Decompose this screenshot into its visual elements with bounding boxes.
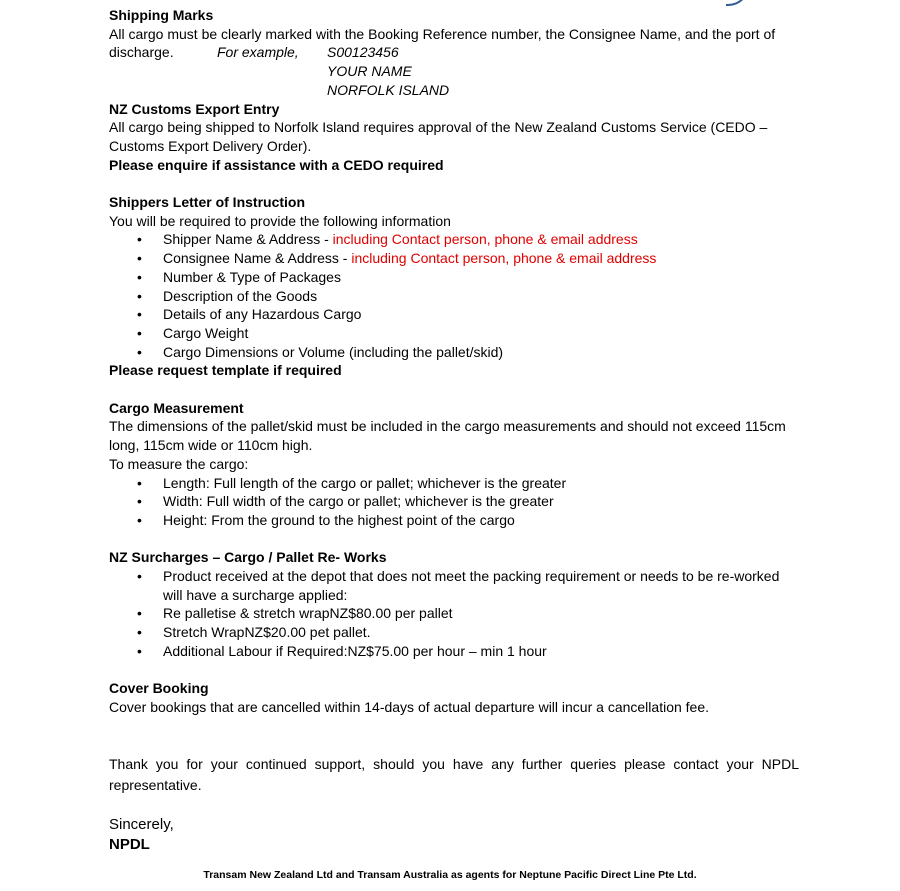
customs-line2: Customs Export Delivery Order).: [109, 137, 312, 154]
shipping-marks-line1: All cargo must be clearly marked with the Booking Reference number, the Consignee Name, and the port of: [109, 25, 776, 42]
sli-list: [109, 230, 799, 361]
list-item: • Width: Full width of the cargo or pallet; whichever is the greater: [109, 492, 799, 511]
customs-heading: NZ Customs Export Entry: [109, 100, 280, 117]
shipping-marks-example: [109, 43, 799, 62]
document-body: [109, 6, 799, 855]
fee-row: • Re palletise & stretch wrapNZ$80.00 per pallet: [109, 604, 799, 623]
example-booking-ref: S00123456: [327, 44, 399, 61]
signoff: NPDL: [109, 836, 150, 854]
list-item: • Consignee Name & Address - including Contact person, phone & email address: [109, 249, 799, 268]
list-item: • Length: Full length of the cargo or pallet; whichever is the greater: [109, 474, 799, 493]
list-item: • Description of the Goods: [109, 287, 799, 306]
list-item: • Cargo Weight: [109, 324, 799, 343]
list-item: • Height: From the ground to the highest point of the cargo: [109, 511, 799, 530]
cover-heading: Cover Booking: [109, 680, 209, 697]
measurement-line1: The dimensions of the pallet/skid must be included in the cargo measurements and should not exceed 115cm: [109, 418, 786, 435]
customs-line1: All cargo being shipped to Norfolk Island requires approval of the New Zealand Customs Service (CEDO –: [109, 119, 768, 136]
thanks-paragraph: [109, 754, 799, 796]
surcharges-list: [109, 567, 799, 661]
thanks-line1: Thank you for your continued support, should you have any further queries please contact your NPDL: [109, 756, 799, 773]
sli-note: Please request template if required: [109, 362, 342, 379]
measurement-list: [109, 474, 799, 530]
sli-intro: You will be required to provide the following information: [109, 212, 451, 229]
list-item: • Shipper Name & Address - including Contact person, phone & email address: [109, 230, 799, 249]
example-port: NORFOLK ISLAND: [327, 81, 450, 98]
customs-note: Please enquire if assistance with a CEDO required: [109, 156, 444, 173]
list-item: • Details of any Hazardous Cargo: [109, 305, 799, 324]
sli-heading: Shippers Letter of Instruction: [109, 194, 306, 211]
cover-text: Cover bookings that are cancelled within 14-days of actual departure will incur a cancellation fee.: [109, 698, 710, 715]
measurement-heading: Cargo Measurement: [109, 399, 244, 416]
measurement-line2: long, 115cm wide or 110cm high.: [109, 437, 313, 454]
example-consignee: YOUR NAME: [327, 63, 412, 80]
list-item: • Cargo Dimensions or Volume (including the pallet/skid): [109, 343, 799, 362]
measurement-line3: To measure the cargo:: [109, 455, 249, 472]
example-label: For example,: [217, 44, 299, 61]
list-item: • Product received at the depot that does not meet the packing requirement or needs to be re-worked will have a surcharge applied:: [109, 567, 799, 604]
thanks-line2: representative.: [109, 777, 202, 794]
list-item: • Number & Type of Packages: [109, 268, 799, 287]
sincerely: Sincerely,: [109, 816, 174, 834]
shipping-marks-line2: discharge.: [109, 44, 174, 61]
page-footer: Transam New Zealand Ltd and Transam Australia as agents for Neptune Pacific Direct Line Pte Ltd.: [203, 869, 697, 881]
fee-row: • Additional Labour if Required:NZ$75.00 per hour – min 1 hour: [109, 642, 799, 661]
shipping-marks-heading: Shipping Marks: [109, 7, 214, 23]
surcharges-heading: NZ Surcharges – Cargo / Pallet Re- Works: [109, 549, 387, 566]
fee-row: • Stretch WrapNZ$20.00 pet pallet.: [109, 623, 799, 642]
